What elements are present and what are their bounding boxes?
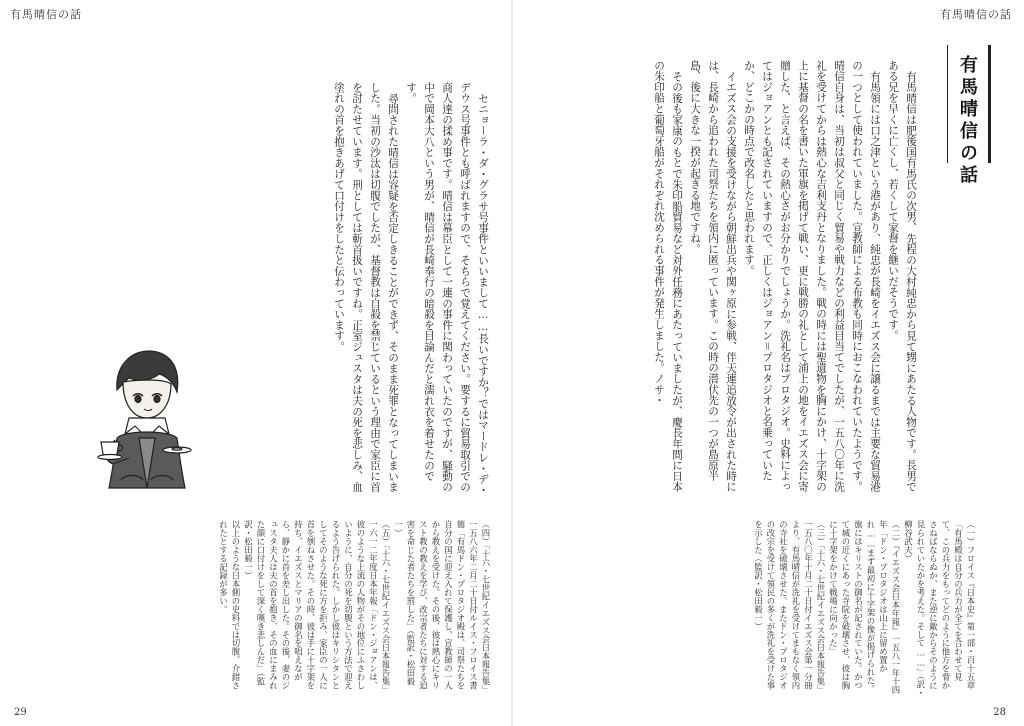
running-title-right: 有馬晴信の話 bbox=[940, 8, 1012, 21]
body-paragraph: 尋問された晴信は容疑を否定しきることができず、そのまま死罪となってしまいました。当初の沙汰は切腹でしたが、基督教は自殺を禁じているという理由で家臣に首を討たせています。刑としては斬首扱いですね。正室ジュスタは夫の死を悲しみ、血塗れの首を抱きあげて口付けをしたと伝わっています。 bbox=[333, 82, 399, 493]
right-page-body bbox=[575, 60, 920, 496]
chapter-title: 有馬晴信の話 bbox=[957, 55, 978, 187]
running-title-left: 有馬晴信の話 bbox=[10, 8, 82, 21]
body-paragraph: 有馬領には口之津という港があり、純忠が長崎をイエズス会に譲るまでは主要な貿易港の一つとして使われていました。宣教師による布教も同時におこなわれていたようです。晴信自身は、当初は叔父と同じく貿易や戦力などの利益目当てでしたが、一五八〇年に洗礼を受けてからは熱心な吉利支丹となりました。戦の時には聖遺物を胸にかけ、十字架の上に基督の名を書いた軍旗を掲げて戦い、更に戦勝の礼として浦上の地をイエズス会に寄贈した、と言えば、その熱心さがお分かりでしょうか。洗礼名はプロタジオ。史料によってはジョアンとも記されていますので、正しくはジョアン＝プロタジオと名乗っていたか、どこかの時点で改名したと思われます。 bbox=[743, 60, 881, 492]
chibi-figure bbox=[98, 351, 191, 488]
body-paragraph: 有馬晴信は肥後国有馬氏の次男、先程の大村純忠から見て甥にあたる人物です。長男である兄を早くに亡くし、若くして家督を継いだそうです。 bbox=[887, 60, 917, 492]
left-page-body bbox=[260, 82, 492, 496]
page-number-left: 29 bbox=[14, 707, 27, 718]
right-page-notes bbox=[575, 520, 977, 698]
left-page-notes bbox=[28, 520, 492, 698]
footnote: （五）「十六・七世紀イエズス会日本報告集」一六一二年度日本年報「ドン・ジョアンは、彼のような上流の人物がその地位にふさわしいように、自分の死を切腹という方法で迎えるよう告げられた。しかし彼はキリシタンとしてそのような死に方を拒み、家臣の一人に首を刎ねさせた。その時、彼は手に十字架を持ち、イエズスとマリアの御名を唱えながら、静かに首を差し出した。その後、妻のジュスタ夫人は夫の首を抱き、その血にまみれた顔に口付けをして深く嘆き悲しんだ」（監訳・松田毅一） bbox=[243, 520, 391, 695]
footnote: （一）フロイス『日本史』第一部・百十五章「有馬殿は自分の兵力が全てを合わせて見て、この兵力をもってどのように他方を脅かさねばならぬか、また逆に敵からそのように見られていたかを考えた。そして……」（訳・柳谷武夫） bbox=[903, 520, 976, 698]
footnote: （四）「十六・七世紀イエズス会日本報告集」一五八六年二月二十日付ルイス・フロイス書簡「有馬ドン・プロタジオ殿は、司祭たちを自分の国に迎え入れて保護し、宣教師の一人から教えを受けた。その後、彼は熱心にキリスト教の教えを学び、改宗者たちに対する迫害を命じた者たちを罰した」（監訳・松田毅一） bbox=[393, 520, 491, 695]
footnote: 以上のような日本側の史料では切腹、介錯されたとする記録が多い。 bbox=[218, 520, 241, 690]
page-gutter bbox=[511, 0, 513, 726]
page-number-right: 28 bbox=[993, 707, 1006, 718]
body-paragraph: セニョーラ・ダ・グラサ号事件といいまして……長いですか？ではマードレ・デ・デウス号事件とも呼ばれますので、そちらで覚えてください。要するに貿易取引での商人達の揉め事です。晴信は幕臣として一連の事件に関わっていたのですが、騒動の中で岡本大八という男が、晴信が長崎奉行の暗殺を目論んだと濡れ衣を着せたのです。 bbox=[405, 82, 489, 495]
body-paragraph: その後も家康のもとで朱印船貿易など対外任務にあたっていましたが、慶長年間に日本の朱印船と葡萄牙船がそれぞれ沈められる事件が発生しました。ノサ・ bbox=[653, 60, 683, 492]
footnote: （二）『イエズス会日本年報』一五八一年十四年「ドン・プロタジオは山上に留め置かれ……まず最初に十字架の像が掲げられた。旗にはキリストの御名が記されていた。かつて城の近くにあった寺院を破壊させ、彼は胸に十字架をかけて戦場に向かった」 bbox=[828, 520, 901, 695]
footnote: （三）「十六・七世紀イエズス会日本報告集」一五八〇年十月二十日付イエズス会第一分冊より、有馬晴信が洗礼を受けてまもなく領内の寺社を破壊させた。またドン・プロタジオの改宗を受けて領民の多くが洗礼を受けた事を示した（監訳・松田毅一） bbox=[753, 520, 826, 695]
chibi-illustration bbox=[95, 342, 195, 492]
body-paragraph: イエズス会の支援を受けながら朝鮮出兵や関ヶ原に参戦、伴天連追放令が出された時には、長崎から追われた司祭たちを領内に匿っています。この時の潜伏先の一つが島原半島、後に大きな一揆が起きる地ですね。 bbox=[689, 60, 737, 492]
